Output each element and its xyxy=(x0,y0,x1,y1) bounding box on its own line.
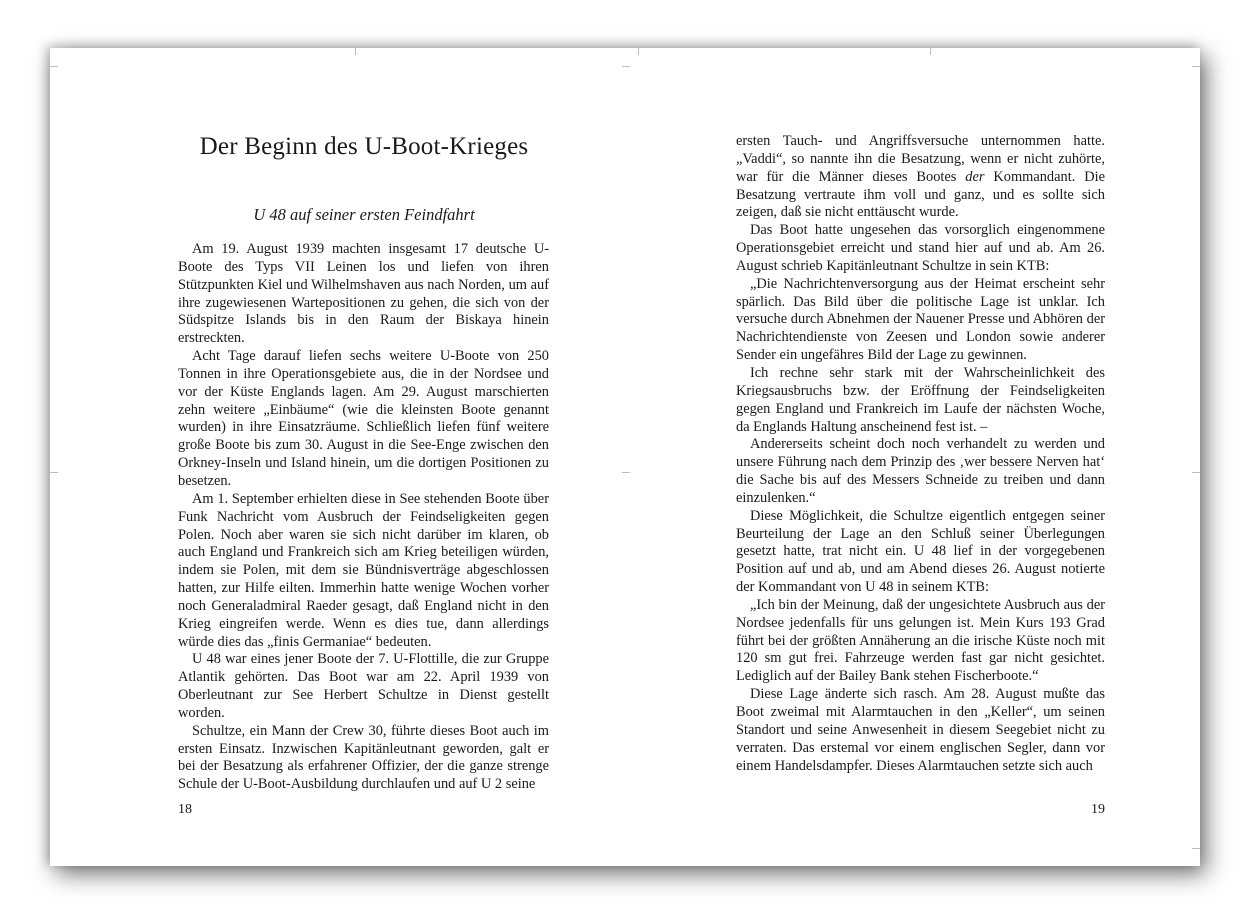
crop-mark xyxy=(50,66,58,67)
crop-mark xyxy=(1192,472,1200,473)
chapter-title: Der Beginn des U-Boot-Krieges xyxy=(199,133,529,160)
page-number-left: 18 xyxy=(178,802,192,817)
chapter-subtitle: U 48 auf seiner ersten Feindfahrt xyxy=(253,205,475,224)
right-page-text xyxy=(736,133,1105,775)
paragraph: „Ich bin der Meinung, daß der ungesichtete Ausbruch aus der Nordsee jedenfalls für uns gelungen ist. Mein Kurs 193 Grad führt bei der größten Annäherung an die irische Küste noch mit 120 sm gut frei. Fahrzeuge werden fast gar nicht gesichtet. Lediglich auf der Bailey Bank stehen Fischerboote.“ xyxy=(736,596,1105,685)
paragraph: Am 19. August 1939 machten insgesamt 17 deutsche U-Boote des Typs VII Leinen los und liefen von ihren Stützpunkten Kiel und Wilhelmshaven aus nach Norden, um auf ihre zugewiesenen Wartepositionen zu gehen, die sich von der Südspitze Islands bis in den Raum der Biskaya hinein erstreckten. xyxy=(178,241,549,347)
paragraph: Andererseits scheint doch noch verhandelt zu werden und unsere Führung nach dem Prinzip des ‚wer bessere Nerven hat‘ die Sache bis auf des Messers Schneide zu treiben und dann einzulenken.“ xyxy=(736,436,1105,506)
crop-mark xyxy=(1192,66,1200,67)
paragraph: Das Boot hatte ungesehen das vorsorglich eingenommene Operationsgebiet erreicht und stand hier auf und ab. Am 26. August schrieb Kapitänleutnant Schultze in sein KTB: xyxy=(736,222,1105,274)
crop-mark xyxy=(622,472,630,473)
paragraph-text: ersten Tauch- und Angriffsversuche unternommen hatte. „Vaddi“, so nannte ihn die Besatzung, wenn er nicht zuhörte, war für die Männer dieses Bootes xyxy=(736,133,1105,185)
crop-mark xyxy=(355,48,356,55)
crop-mark xyxy=(50,472,58,473)
paragraph: Diese Möglichkeit, die Schultze eigentlich entgegen seiner Beurteilung der Lage an den Schluß seiner Überlegungen gesetzt hatte, trat nicht ein. U 48 lief in der vorgegebenen Position auf und ab, und am Abend dieses 26. August notierte der Kommandant von U 48 in seinem KTB: xyxy=(736,507,1105,596)
crop-mark xyxy=(1192,848,1200,849)
page-number-right: 19 xyxy=(1091,802,1105,817)
paragraph: Acht Tage darauf liefen sechs weitere U-Boote von 250 Tonnen in ihre Operationsgebiete aus, die in der Nordsee und vor der Küste Englands lagen. Am 29. August marschierten zehn weitere „Einbäume“ (wie die kleinsten Boote genannt wurden) in ihre Einsatzräume. Schließlich liefen fünf weitere große Boote bis zum 30. August in die See-Enge zwischen den Orkney-Inseln und Island hinein, um die dortigen Positionen zu besetzen. xyxy=(178,348,549,489)
crop-mark xyxy=(930,48,931,55)
emphasized-word: der xyxy=(965,168,985,185)
paragraph: Am 1. September erhielten diese in See stehenden Boote über Funk Nachricht vom Ausbruch der Feindseligkeiten gegen Polen. Noch aber waren sie sich nicht darüber im klaren, ob auch England und Frankreich sich am Krieg beteiligen würden, indem sie Polen, mit dem sie Bündnisverträge abgeschlossen hatten, zur Hilfe eilten. Immerhin hatte wenige Wochen vorher noch Generaladmiral Raeder gesagt, daß England nicht in den Krieg eingreifen werde. Wenn es dies tue, dann allerdings würde dies das „finis Germaniae“ bedeuten. xyxy=(178,490,549,650)
left-page-text xyxy=(178,241,549,794)
paragraph: „Die Nachrichtenversorgung aus der Heimat erscheint sehr spärlich. Das Bild über die politische Lage ist unklar. Ich versuche durch Abnehmen der Nauener Presse und Abhören der Nachrichtendienste von Zeesen und London sowie anderer Sender ein ungefähres Bild der Lage zu gewinnen. xyxy=(736,275,1105,364)
crop-mark xyxy=(638,48,639,55)
paragraph-continued xyxy=(736,133,1105,222)
crop-mark xyxy=(622,66,630,67)
paragraph: U 48 war eines jener Boote der 7. U-Flottille, die zur Gruppe Atlantik gehörten. Das Boot war am 22. April 1939 von Oberleutnant zur See Herbert Schultze in Dienst gestellt worden. xyxy=(178,651,549,721)
paragraph: Diese Lage änderte sich rasch. Am 28. August mußte das Boot zweimal mit Alarmtauchen in den „Keller“, um seinen Standort und seine Anwesenheit in diesem Seegebiet nicht zu verraten. Das erstemal vor einem englischen Segler, dann vor einem Handelsdampfer. Dieses Alarmtauchen setzte sich auch xyxy=(736,686,1105,774)
paragraph-text: Kommandant. Die Besatzung vertraute ihm voll und ganz, und es sollte sich zeigen, daß sie nicht enttäuscht wurde. xyxy=(736,168,1105,221)
paragraph: Schultze, ein Mann der Crew 30, führte dieses Boot auch im ersten Einsatz. Inzwischen Kapitänleutnant geworden, galt er bei der Besatzung als erfahrener Offizier, der die ganze strenge Schule der U-Boot-Ausbildung durchlaufen und auf U 2 seine xyxy=(178,722,549,793)
paragraph: Ich rechne sehr stark mit der Wahrscheinlichkeit des Kriegsausbruchs bzw. der Eröffnung der Feindseligkeiten gegen England und Frankreich im Laufe der nächsten Woche, da Englands Haltung anscheinend fest ist. – xyxy=(736,364,1105,435)
